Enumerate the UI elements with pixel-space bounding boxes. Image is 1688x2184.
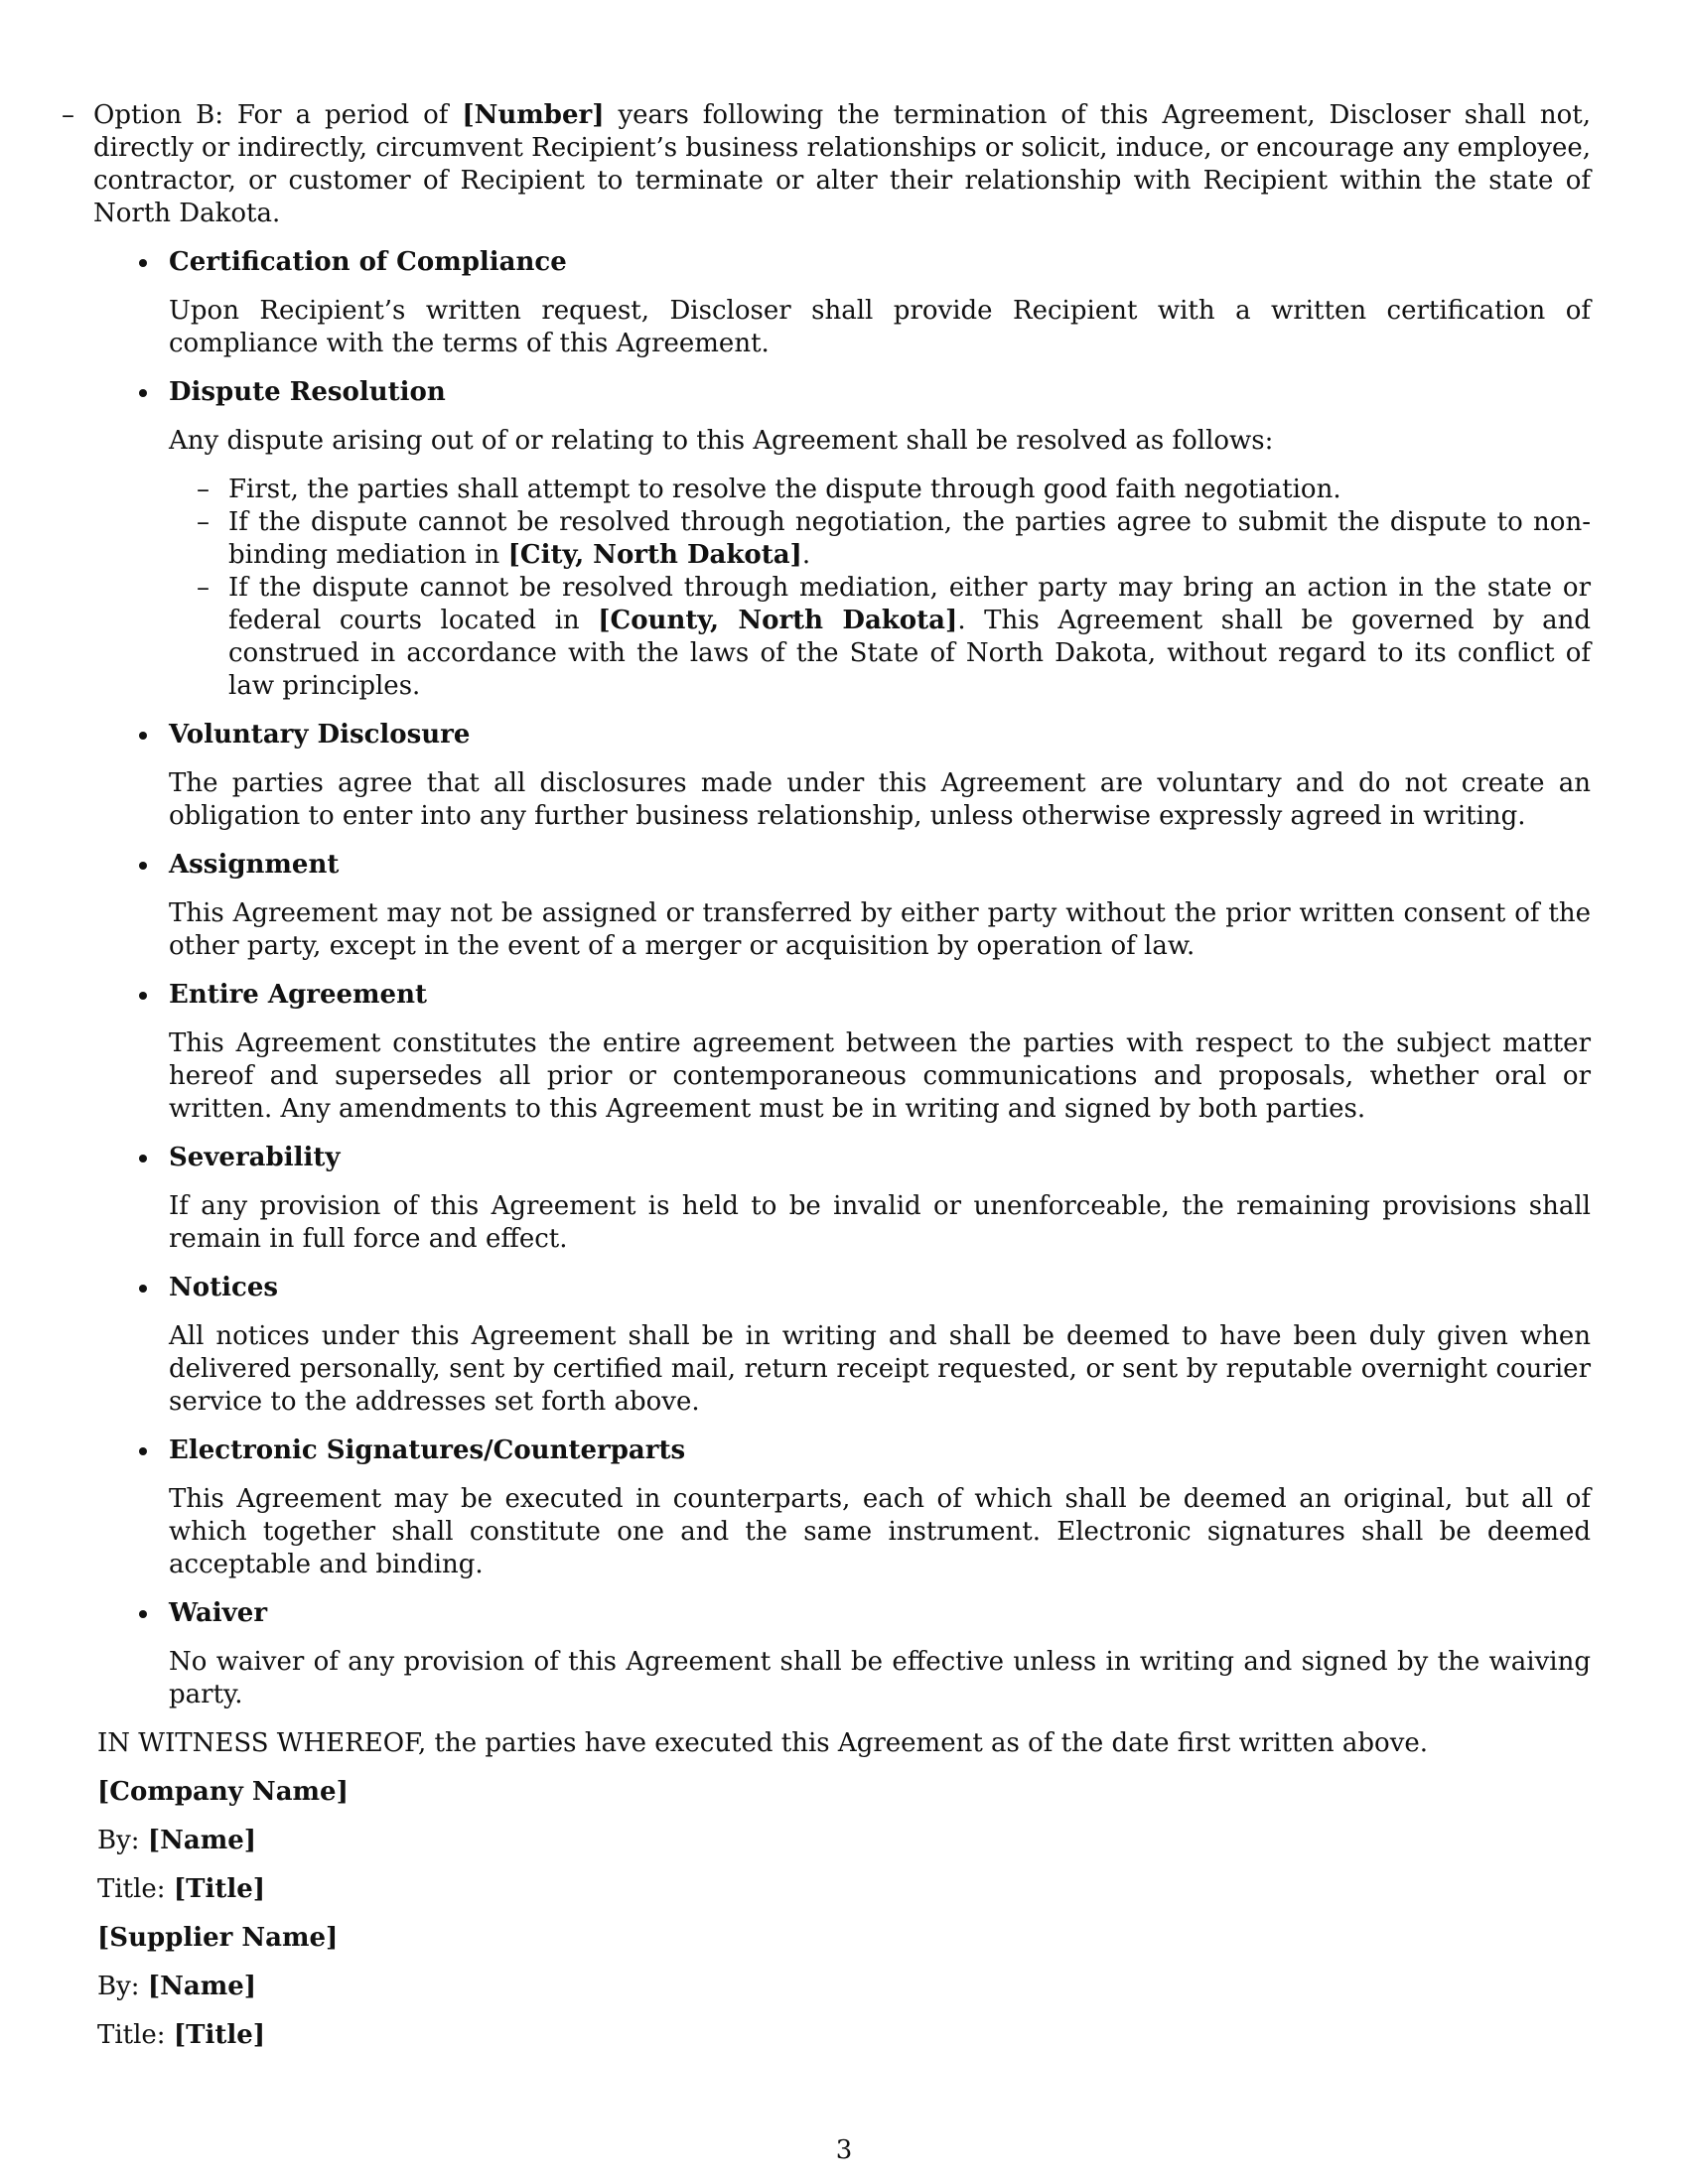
option-b-item [62, 99, 1591, 230]
section-heading: Waiver [169, 1597, 1591, 1630]
bullet-icon [139, 1155, 147, 1162]
dash-marker: – [197, 573, 210, 603]
section-electronic-signatures [169, 1434, 1591, 1581]
dash-marker: – [197, 475, 210, 504]
section-certification [169, 246, 1591, 360]
section-heading: Severability [169, 1142, 1591, 1174]
section-body: No waiver of any provision of this Agreement shall be effective unless in writing and signed by the waiving party. [169, 1647, 1591, 1709]
section-heading: Notices [169, 1272, 1591, 1304]
section-body: This Agreement may not be assigned or transferred by either party without the prior written consent of the other party, except in the event of a merger or acquisition by operation of law. [169, 898, 1591, 961]
section-heading: Electronic Signatures/Counterparts [169, 1434, 1591, 1467]
section-heading: Certification of Compliance [169, 246, 1591, 279]
supplier-name: [Supplier Name] [97, 1923, 339, 1953]
section-entire-agreement [169, 979, 1591, 1126]
company-signer-title: Title: [Title] [97, 1874, 266, 1904]
option-b-prefix: Option B: For a period of [93, 100, 463, 130]
page-content [62, 99, 1591, 2052]
supplier-signer: By: [Name] [97, 1972, 257, 2001]
section-heading: Entire Agreement [169, 979, 1591, 1012]
section-body: The parties agree that all disclosures made under this Agreement are voluntary and do not create an obligation to enter into any further business relationship, unless otherwise expressly agreed in writing. [169, 768, 1591, 831]
section-severability [169, 1142, 1591, 1256]
page-number: 3 [835, 2135, 853, 2165]
section-notices [169, 1272, 1591, 1419]
dispute-steps-list [169, 474, 1591, 703]
section-heading: Voluntary Disclosure [169, 719, 1591, 751]
section-body: All notices under this Agreement shall be in writing and shall be deemed to have been duly given when delivered personally, sent by certified mail, return receipt requested, or sent by reputable overnight courier service to the addresses set forth above. [169, 1321, 1591, 1417]
list-item: – If the dispute cannot be resolved through negotiation, the parties agree to submit the dispute to non-binding mediation in [City, North Dakota]. [197, 507, 1591, 570]
bullet-icon [139, 1447, 147, 1455]
bullet-icon [139, 259, 147, 267]
section-body: If any provision of this Agreement is held to be invalid or unenforceable, the remaining provisions shall remain in full force and effect. [169, 1191, 1591, 1254]
section-body: This Agreement may be executed in counterparts, each of which shall be deemed an original, but all of which together shall constitute one and the same instrument. Electronic signatures shall be deemed acceptable and binding. [169, 1484, 1591, 1579]
bullet-icon [139, 1285, 147, 1293]
company-signer: By: [Name] [97, 1826, 257, 1855]
list-item: – If the dispute cannot be resolved through mediation, either party may bring an action in the state or federal courts located in [County, North Dakota]. This Agreement shall be governed by and construed in accordance with the laws of the State of North Dakota, without regard to its conflict of law principles. [197, 573, 1591, 701]
section-dispute-resolution [169, 376, 1591, 703]
section-heading: Assignment [169, 849, 1591, 882]
company-name: [Company Name] [97, 1777, 349, 1807]
city-placeholder: [City, North Dakota] [507, 540, 802, 570]
option-b-suffix: years following the termination of this Agreement, Discloser shall not, directly or indirectly, circumvent Recipient’s business relationships or solicit, induce, or encourage any employee, contractor, or customer of Recipient to terminate or alter their relationship with Recipient within the state of North Dakota. [93, 100, 1591, 228]
witness-statement: IN WITNESS WHEREOF, the parties have executed this Agreement as of the date first written above. [97, 1728, 1429, 1758]
section-body: Upon Recipient’s written request, Discloser shall provide Recipient with a written certification of compliance with the terms of this Agreement. [169, 296, 1591, 358]
supplier-signature-block [97, 1922, 1591, 2052]
county-placeholder: [County, North Dakota] [598, 606, 958, 635]
bullet-icon [139, 862, 147, 870]
section-body: This Agreement constitutes the entire agreement between the parties with respect to the subject matter hereof and supersedes all prior or contemporaneous communications and proposals, whether oral or written. Any amendments to this Agreement must be in writing and signed by both parties. [169, 1028, 1591, 1124]
section-waiver [169, 1597, 1591, 1711]
section-assignment [169, 849, 1591, 963]
bullet-icon [139, 732, 147, 740]
section-heading: Dispute Resolution [169, 376, 1591, 409]
supplier-signer-title: Title: [Title] [97, 2020, 266, 2050]
number-placeholder: [Number] [462, 100, 605, 130]
bullet-icon [139, 992, 147, 1000]
section-voluntary-disclosure [169, 719, 1591, 833]
bullet-icon [139, 389, 147, 397]
company-signature-block [97, 1776, 1591, 1906]
section-body: Any dispute arising out of or relating to this Agreement shall be resolved as follows: [169, 426, 1274, 456]
dash-marker: – [62, 100, 74, 130]
list-item: – First, the parties shall attempt to resolve the dispute through good faith negotiation. [197, 475, 1341, 504]
dash-marker: – [197, 507, 210, 537]
bullet-icon [139, 1610, 147, 1618]
